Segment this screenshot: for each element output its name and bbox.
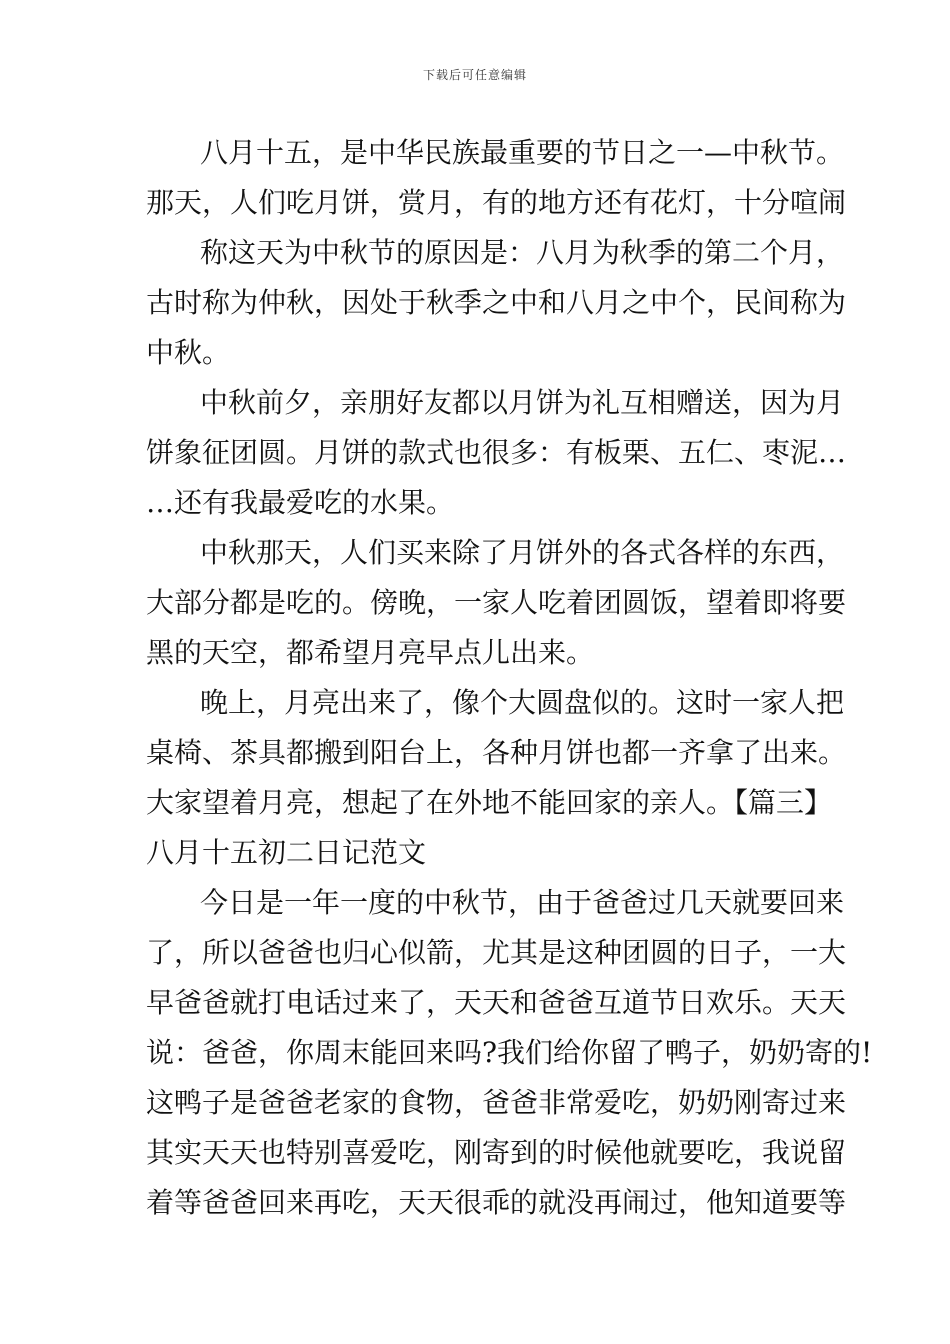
text-line: 中秋前夕，亲朋好友都以月饼为礼互相赠送，因为月 bbox=[200, 386, 845, 419]
text-line: 称这天为中秋节的原因是：八月为秋季的第二个月， bbox=[200, 236, 845, 269]
text-line: 说：爸爸，你周末能回来吗?我们给你留了鸭子，奶奶寄的! bbox=[146, 1036, 873, 1069]
document-body bbox=[146, 128, 873, 1228]
text-line: 晚上，月亮出来了，像个大圆盘似的。这时一家人把 bbox=[200, 686, 845, 719]
text-line: 其实天天也特别喜爱吃，刚寄到的时候他就要吃，我说留 bbox=[146, 1136, 847, 1169]
text-line: 古时称为仲秋，因处于秋季之中和八月之中个，民间称为 bbox=[146, 286, 847, 319]
header-note: 下载后可任意编辑 bbox=[422, 68, 527, 82]
text-line: 着等爸爸回来再吃，天天很乖的就没再闹过，他知道要等 bbox=[146, 1186, 847, 1219]
text-line: 桌椅、茶具都搬到阳台上，各种月饼也都一齐拿了出来。 bbox=[146, 736, 847, 769]
text-line: 今日是一年一度的中秋节，由于爸爸过几天就要回来 bbox=[200, 886, 845, 919]
text-line: 这鸭子是爸爸老家的食物，爸爸非常爱吃，奶奶刚寄过来 bbox=[146, 1086, 847, 1119]
text-line: 大家望着月亮，想起了在外地不能回家的亲人。【篇三】 bbox=[146, 786, 833, 819]
text-line: 八月十五，是中华民族最重要的节日之一—中秋节。 bbox=[200, 136, 845, 169]
text-line: 黑的天空，都希望月亮早点儿出来。 bbox=[146, 636, 595, 669]
text-line: 中秋那天，人们买来除了月饼外的各式各样的东西， bbox=[200, 536, 845, 569]
text-line: 那天，人们吃月饼，赏月，有的地方还有花灯，十分喧闹 bbox=[146, 186, 847, 219]
section-heading: 八月十五初二日记范文 bbox=[146, 836, 427, 869]
text-line: 饼象征团圆。月饼的款式也很多：有板栗、五仁、枣泥… bbox=[146, 436, 847, 469]
text-line: 大部分都是吃的。傍晚，一家人吃着团圆饭，望着即将要 bbox=[146, 586, 847, 619]
text-line: …还有我最爱吃的水果。 bbox=[146, 486, 455, 519]
text-line: 早爸爸就打电话过来了，天天和爸爸互道节日欢乐。天天 bbox=[146, 986, 847, 1019]
text-line: 了，所以爸爸也归心似箭，尤其是这种团圆的日子，一大 bbox=[146, 936, 847, 969]
text-line: 中秋。 bbox=[146, 336, 231, 369]
